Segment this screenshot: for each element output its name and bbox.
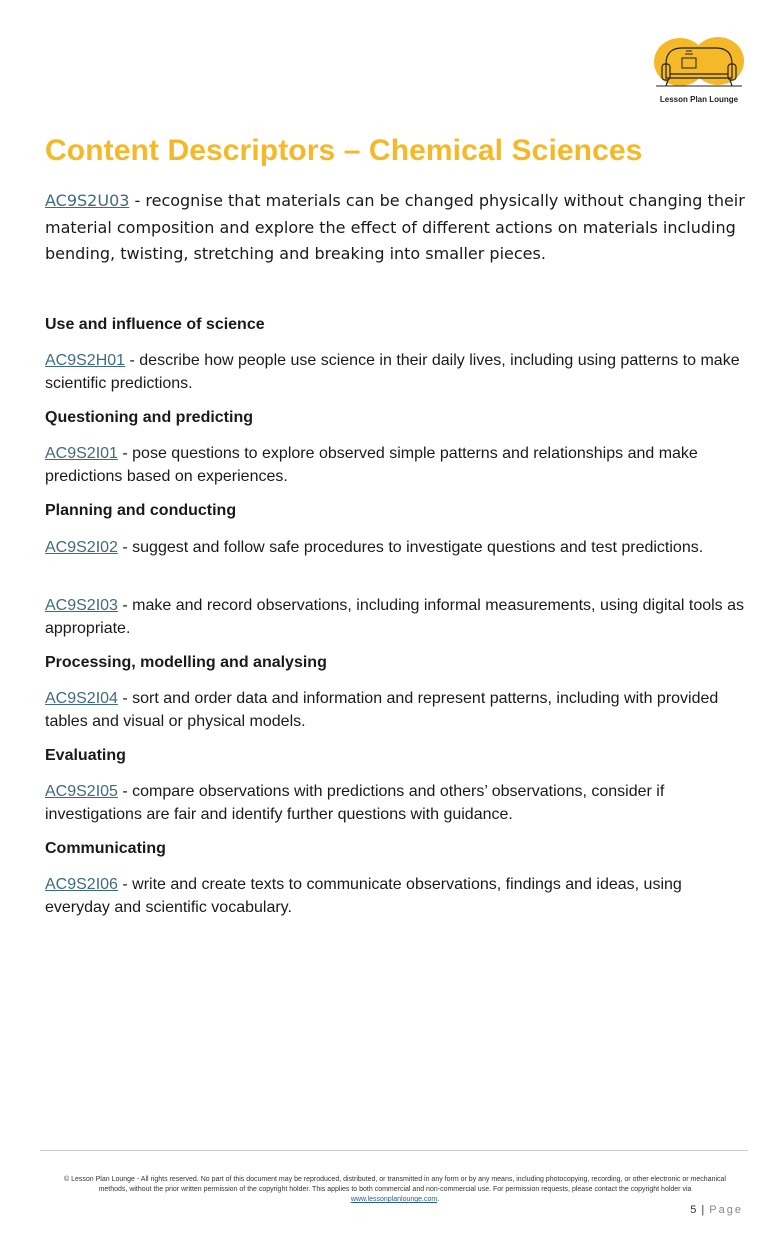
website-link[interactable]: www.lessonplanlounge.com [350, 1196, 438, 1203]
descriptor-text: - write and create texts to communicate observations, findings and ideas, using everyday and scientific vocabulary. [45, 876, 682, 916]
heading-questioning-predicting: Questioning and predicting [45, 409, 253, 426]
descriptor-ac9s2i05 [45, 780, 750, 826]
descriptor-ac9s2i04 [45, 687, 750, 733]
code-link-ac9s2i01[interactable]: AC9S2I01 [45, 445, 118, 462]
heading-communicating: Communicating [45, 840, 166, 857]
intro-text: - recognise that materials can be changed physically without changing their material composition and explore the effect of different actions on materials including bending, twisting, stretching and breaking into smaller pieces. [45, 191, 745, 263]
descriptor-ac9s2i06 [45, 873, 750, 919]
page-title: Content Descriptors – Chemical Sciences [45, 134, 643, 167]
code-link-ac9s2i06[interactable]: AC9S2I06 [45, 876, 118, 893]
code-link-ac9s2i04[interactable]: AC9S2I04 [45, 690, 118, 707]
intro-descriptor [45, 188, 745, 268]
descriptor-ac9s2i01 [45, 442, 750, 488]
descriptor-ac9s2i02 [45, 536, 750, 559]
code-link-ac9s2i02[interactable]: AC9S2I02 [45, 539, 118, 556]
page-number-value: 5 [690, 1204, 698, 1216]
page-separator: | [701, 1204, 706, 1216]
heading-planning-conducting: Planning and conducting [45, 502, 237, 519]
heading-evaluating: Evaluating [45, 747, 126, 764]
page-number [690, 1204, 743, 1216]
heading-processing-modelling: Processing, modelling and analysing [45, 654, 327, 671]
descriptor-text: - sort and order data and information and represent patterns, including with provided tables and visual or physical models. [45, 690, 719, 730]
couch-logo-icon [652, 34, 746, 94]
descriptor-ac9s2i03 [45, 594, 750, 640]
code-link-ac9s2h01[interactable]: AC9S2H01 [45, 352, 126, 369]
descriptor-text: - compare observations with predictions and others’ observations, consider if investigations are fair and identify further questions with guidance. [45, 783, 665, 823]
code-link-ac9s2i05[interactable]: AC9S2I05 [45, 783, 118, 800]
footer-end: . [437, 1196, 440, 1203]
copyright-footer [50, 1175, 740, 1205]
logo-text: Lesson Plan Lounge [659, 95, 739, 104]
footer-divider [40, 1150, 748, 1151]
code-link-ac9s2i03[interactable]: AC9S2I03 [45, 597, 118, 614]
descriptor-text: - pose questions to explore observed simple patterns and relationships and make predictions based on experiences. [45, 445, 698, 485]
page-word: Page [709, 1204, 743, 1216]
descriptor-text: - suggest and follow safe procedures to investigate questions and test predictions. [117, 539, 704, 556]
descriptor-text: - make and record observations, including informal measurements, using digital tools as appropriate. [45, 597, 745, 637]
descriptor-ac9s2h01 [45, 349, 750, 395]
lesson-plan-lounge-logo [652, 34, 746, 108]
descriptor-text: - describe how people use science in their daily lives, including using patterns to make scientific predictions. [45, 352, 740, 392]
heading-use-and-influence: Use and influence of science [45, 316, 265, 333]
copyright-text: © Lesson Plan Lounge - All rights reserved. No part of this document may be reproduced, distributed, or transmitted in any form or by any means, including photocopying, recording, or other electronic or mechanical methods, without the prior written permission of the copyright holder. This applies to both commercial and non-commercial use. For permission requests, please contact the copyright holder via [64, 1176, 726, 1193]
intro-code-link[interactable]: AC9S2U03 [45, 191, 130, 210]
